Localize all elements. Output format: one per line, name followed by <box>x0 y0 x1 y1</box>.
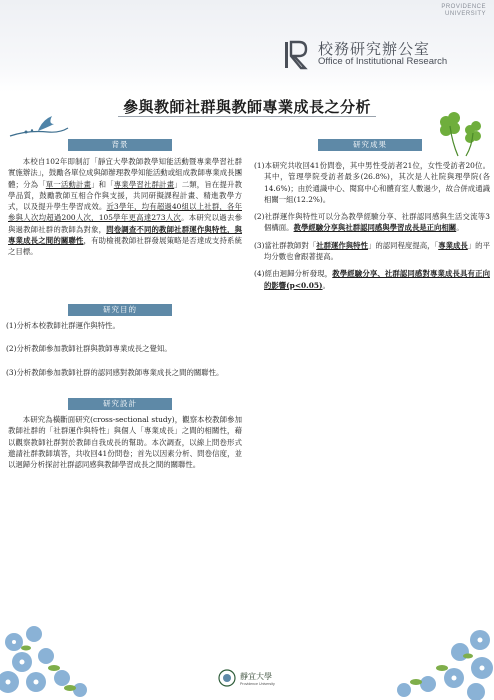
footer-university-zh: 靜宜大學 <box>240 672 272 681</box>
purpose-item: (3)分析教師參加教師社群的認同感對教師專業成長之間的關聯性。 <box>6 367 224 377</box>
purpose-item: (1)分析本校教師社群運作與特性。 <box>6 321 120 330</box>
result-item: (2)社群運作與特性可以分為教學經驗分享、社群認同感與生活交流等3個構面。教學經驗分享與社群認同感與學習成長是正向相關。 <box>254 212 490 233</box>
office-name-en: Office of Institutional Research <box>318 56 448 67</box>
results-list <box>254 160 490 291</box>
flower-decoration-icon <box>0 612 100 700</box>
section-header-results: 研究成果 <box>318 139 422 151</box>
office-name-zh: 校務研究辦公室 <box>318 40 431 58</box>
university-seal-icon <box>218 669 236 687</box>
flower-decoration-icon <box>364 612 494 700</box>
clover-icon <box>432 108 484 158</box>
purpose-list <box>6 320 242 378</box>
section-header-background: 背景 <box>68 139 172 151</box>
section-header-design: 研究設計 <box>68 398 172 410</box>
design-text: 本研究為橫斷面研究(cross-sectional study)，觀察本校教師參加教師社群的「社群運作與特性」與個人「專業成長」之間的相關性，藉以觀察教師社群對於教師自我成長的幫助。本次調查，以線上問卷形式邀請社群教師填答，共收回41份問卷；首先以因素分析、問卷信度，並以迴歸分析探討社群認同感與教師學習成長之間的關聯性。 <box>8 415 242 470</box>
background-text: 本校自102年即制訂「靜宜大學教師教學知能活動暨專業學習社群實施辦法」，鼓勵各單位成與師辦理教學知能活動或組成教師專業成長團體；分為「單一活動計畫」和「專業學習社群計畫」二類，旨在提升教學品質，鼓勵教師互相合作與支援，共同研擬課程計畫、精進教學方式，以及提升學生學習成效。近3學年，均有超過40組以上社群，各年參與人次均超過200人次，105學年更高達273人次。本研究以過去參與過教師社群的教師為對象，問卷調查不同的教師社群運作與特性，與專業成長之間的關聯性，有助檢視教師社群發展策略是否達成支持系統之目標。 <box>8 157 242 257</box>
result-item: (1)本研究共收回41份問卷，其中男性受訪者21位，女性受訪者20位。其中，管理學院受訪者最多(26.8%)，其次是人社院與理學院(各14.6%)；由於通識中心、閱寫中心和體育室人數過少，故合併成通識相關一組(12.2%)。 <box>254 161 490 204</box>
title-rule <box>118 116 376 117</box>
bird-branch-icon <box>8 112 70 138</box>
result-item: (3)當社群教師對「社群運作與特性」的認同程度提高，「專業成長」的平均分數也會跟著提高。 <box>254 240 490 262</box>
purpose-item: (2)分析教師參加教師社群與教師專業成長之覺知。 <box>6 344 172 354</box>
ir-logo-icon <box>284 40 310 70</box>
poster-title: 參與教師社群與教師專業成長之分析 <box>122 98 371 116</box>
result-item: (4)經由迴歸分析發現，教學經驗分享、社群認同感對專業成長具有正向的影響(p<0.05)。 <box>254 269 490 290</box>
footer-university-en: Providence University <box>240 682 275 686</box>
section-header-purpose: 研究目的 <box>68 304 172 316</box>
university-name-en: PROVIDENCE UNIVERSITY <box>441 4 486 17</box>
